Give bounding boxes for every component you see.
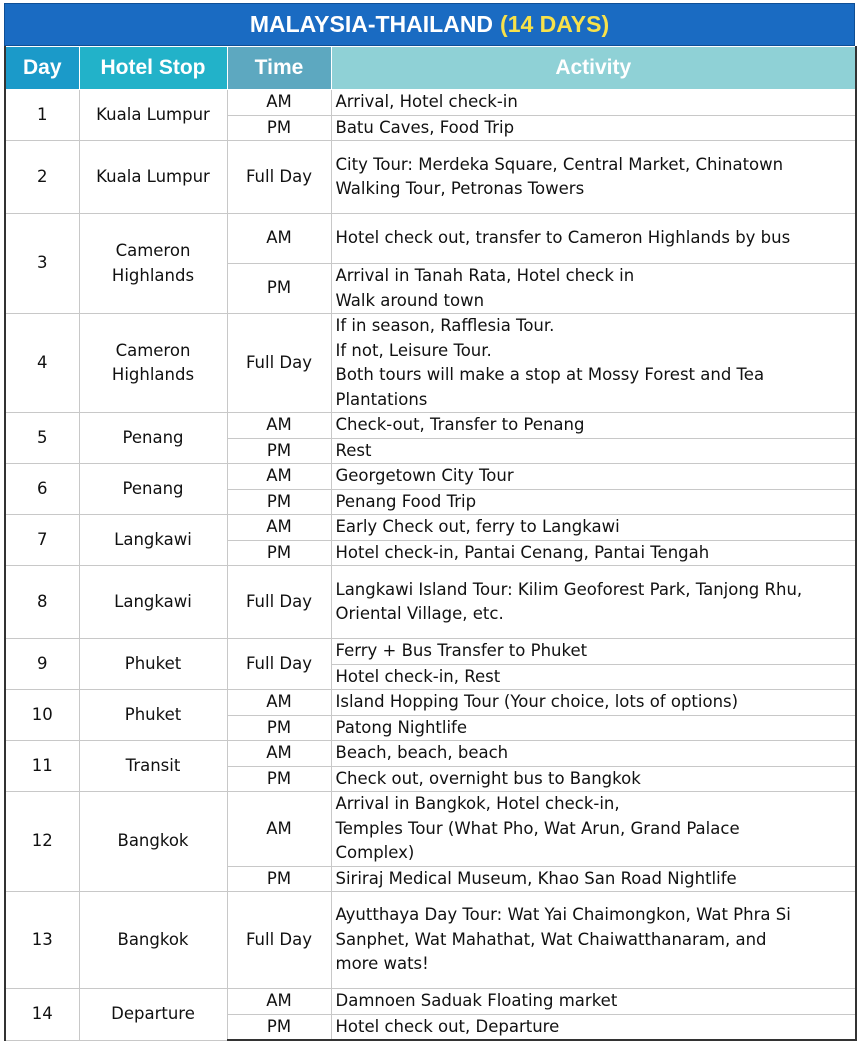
time-slot: PM: [227, 489, 331, 515]
title-main: MALAYSIA-THAILAND: [249, 11, 494, 37]
time-slot: AM: [227, 90, 331, 116]
time-slot: AM: [227, 214, 331, 264]
hotel-stop: Departure: [79, 989, 227, 1041]
page-title: [4, 3, 855, 46]
table-row: [5, 413, 856, 439]
hotel-stop: Transit: [79, 741, 227, 792]
activity: Arrival in Tanah Rata, Hotel check in Walk around town: [331, 264, 856, 314]
time-slot: Full Day: [227, 314, 331, 413]
activity: City Tour: Merdeka Square, Central Market, Chinatown Walking Tour, Petronas Towers: [331, 141, 856, 214]
time-slot: Full Day: [227, 141, 331, 214]
activity: Georgetown City Tour: [331, 464, 856, 490]
time-slot: PM: [227, 1014, 331, 1040]
header-day: Day: [5, 47, 79, 90]
table-row: [5, 989, 856, 1015]
hotel-stop: Penang: [79, 464, 227, 515]
table-row: [5, 141, 856, 214]
activity: Check-out, Transfer to Penang: [331, 413, 856, 439]
hotel-stop: Phuket: [79, 690, 227, 741]
hotel-stop: Bangkok: [79, 892, 227, 989]
day-number: 2: [5, 141, 79, 214]
day-number: 4: [5, 314, 79, 413]
table-row: [5, 566, 856, 639]
time-slot: Full Day: [227, 639, 331, 690]
title-duration: (14 DAYS): [500, 11, 610, 37]
hotel-stop: Cameron Highlands: [79, 214, 227, 314]
table-row: [5, 515, 856, 541]
day-number: 8: [5, 566, 79, 639]
day-number: 3: [5, 214, 79, 314]
activity: Patong Nightlife: [331, 715, 856, 741]
hotel-stop: Langkawi: [79, 566, 227, 639]
time-slot: PM: [227, 264, 331, 314]
time-slot: AM: [227, 413, 331, 439]
time-slot: Full Day: [227, 566, 331, 639]
day-number: 1: [5, 90, 79, 141]
activity: Island Hopping Tour (Your choice, lots of options): [331, 690, 856, 716]
day-number: 6: [5, 464, 79, 515]
time-slot: AM: [227, 690, 331, 716]
hotel-stop: Cameron Highlands: [79, 314, 227, 413]
activity: Hotel check out, Departure: [331, 1014, 856, 1040]
table-row: [5, 741, 856, 767]
itinerary-document: [4, 3, 855, 1041]
header-row: [5, 47, 856, 90]
day-number: 5: [5, 413, 79, 464]
activity: Ayutthaya Day Tour: Wat Yai Chaimongkon, Wat Phra Si Sanphet, Wat Mahathat, Wat Chaiwatthanaram, and more wats!: [331, 892, 856, 989]
itinerary-table: [4, 46, 857, 1041]
activity: Arrival in Bangkok, Hotel check-in, Temples Tour (What Pho, Wat Arun, Grand Palace Complex): [331, 792, 856, 867]
header-hotel-stop: Hotel Stop: [79, 47, 227, 90]
day-number: 12: [5, 792, 79, 892]
table-row: [5, 214, 856, 264]
time-slot: PM: [227, 115, 331, 141]
time-slot: PM: [227, 715, 331, 741]
day-number: 11: [5, 741, 79, 792]
activity: Batu Caves, Food Trip: [331, 115, 856, 141]
day-number: 10: [5, 690, 79, 741]
header-time: Time: [227, 47, 331, 90]
activity: Beach, beach, beach: [331, 741, 856, 767]
time-slot: AM: [227, 792, 331, 867]
hotel-stop: Kuala Lumpur: [79, 141, 227, 214]
hotel-stop: Penang: [79, 413, 227, 464]
activity: If in season, Rafflesia Tour. If not, Leisure Tour. Both tours will make a stop at Mossy Forest and Tea Plantations: [331, 314, 856, 413]
activity: Arrival, Hotel check-in: [331, 90, 856, 116]
activity: Hotel check out, transfer to Cameron Highlands by bus: [331, 214, 856, 264]
activity: Penang Food Trip: [331, 489, 856, 515]
header-activity: Activity: [331, 47, 856, 90]
time-slot: AM: [227, 989, 331, 1015]
activity: Hotel check-in, Pantai Cenang, Pantai Tengah: [331, 540, 856, 566]
day-number: 7: [5, 515, 79, 566]
activity: Damnoen Saduak Floating market: [331, 989, 856, 1015]
time-slot: PM: [227, 438, 331, 464]
time-slot: PM: [227, 766, 331, 792]
hotel-stop: Bangkok: [79, 792, 227, 892]
time-slot: AM: [227, 464, 331, 490]
day-number: 13: [5, 892, 79, 989]
time-slot: AM: [227, 741, 331, 767]
table-row: [5, 690, 856, 716]
activity: Early Check out, ferry to Langkawi: [331, 515, 856, 541]
hotel-stop: Langkawi: [79, 515, 227, 566]
activity: Ferry + Bus Transfer to Phuket: [331, 639, 856, 665]
hotel-stop: Phuket: [79, 639, 227, 690]
activity: Rest: [331, 438, 856, 464]
time-slot: PM: [227, 540, 331, 566]
hotel-stop: Kuala Lumpur: [79, 90, 227, 141]
activity: Check out, overnight bus to Bangkok: [331, 766, 856, 792]
day-number: 14: [5, 989, 79, 1041]
table-row: [5, 792, 856, 867]
time-slot: PM: [227, 866, 331, 892]
activity: Hotel check-in, Rest: [331, 664, 856, 690]
time-slot: Full Day: [227, 892, 331, 989]
table-row: [5, 90, 856, 116]
time-slot: AM: [227, 515, 331, 541]
table-row: [5, 464, 856, 490]
table-row: [5, 314, 856, 413]
day-number: 9: [5, 639, 79, 690]
activity: Siriraj Medical Museum, Khao San Road Nightlife: [331, 866, 856, 892]
activity: Langkawi Island Tour: Kilim Geoforest Park, Tanjong Rhu, Oriental Village, etc.: [331, 566, 856, 639]
table-row: [5, 639, 856, 665]
table-row: [5, 892, 856, 989]
